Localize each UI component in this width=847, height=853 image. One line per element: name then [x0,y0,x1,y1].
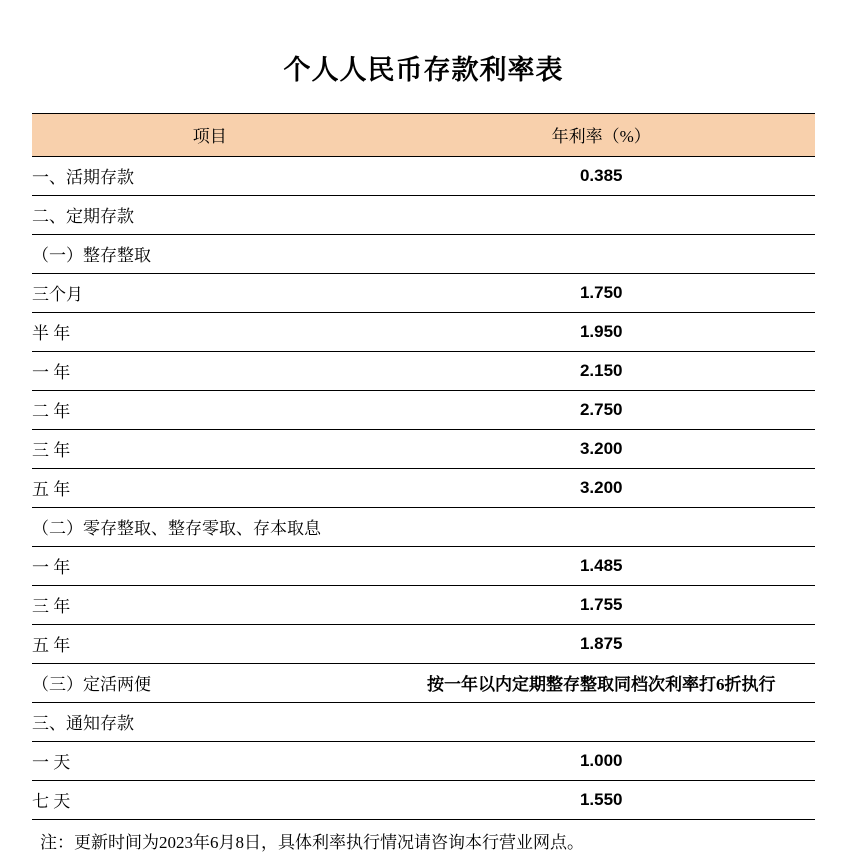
row-label: 三 年 [32,430,387,469]
deposit-rate-table [32,113,815,820]
page-title: 个人人民币存款利率表 [283,55,564,85]
table-row [32,469,815,508]
row-label: 二、定期存款 [32,196,387,235]
row-value: 1.750 [387,274,815,313]
table-row [32,547,815,586]
table-row [32,196,815,235]
footnote: 注：更新时间为2023年6月8日，具体利率执行情况请咨询本行营业网点。 [40,833,584,852]
row-label: （三）定活两便 [32,664,387,703]
row-label: 一 年 [32,547,387,586]
row-value: 1.485 [387,547,815,586]
table-row [32,508,815,547]
row-value: 1.550 [387,781,815,820]
row-label: 三个月 [32,274,387,313]
row-label: 五 年 [32,625,387,664]
table-row [32,664,815,703]
row-label: （二）零存整取、整存零取、存本取息 [32,508,387,547]
row-label: 一 天 [32,742,387,781]
row-value: 1.755 [387,586,815,625]
table-row [32,781,815,820]
row-label: 一、活期存款 [32,157,387,196]
table-row [32,430,815,469]
row-label: 三、通知存款 [32,703,387,742]
table-row [32,391,815,430]
row-value: 1.875 [387,625,815,664]
row-label: 半 年 [32,313,387,352]
row-value: 0.385 [387,157,815,196]
row-value: 2.750 [387,391,815,430]
row-label: 三 年 [32,586,387,625]
table-header [32,114,815,157]
row-value: 3.200 [387,430,815,469]
table-header-row [32,114,815,157]
table-row [32,586,815,625]
table-row [32,157,815,196]
row-value [387,703,815,742]
table-row [32,352,815,391]
row-value: 1.950 [387,313,815,352]
row-label: 二 年 [32,391,387,430]
row-value: 1.000 [387,742,815,781]
row-value: 3.200 [387,469,815,508]
row-label: 一 年 [32,352,387,391]
table-row [32,313,815,352]
row-value [387,196,815,235]
row-value [387,235,815,274]
row-label: 五 年 [32,469,387,508]
row-value: 按一年以内定期整存整取同档次利率打6折执行 [387,664,815,703]
row-value: 2.150 [387,352,815,391]
column-header-item: 项目 [32,114,387,157]
table-row [32,703,815,742]
table-row [32,625,815,664]
table-row [32,274,815,313]
table-row [32,235,815,274]
table-row [32,742,815,781]
row-label: 七 天 [32,781,387,820]
row-label: （一）整存整取 [32,235,387,274]
column-header-rate: 年利率（%） [387,114,815,157]
table-body [32,157,815,820]
row-value [387,508,815,547]
